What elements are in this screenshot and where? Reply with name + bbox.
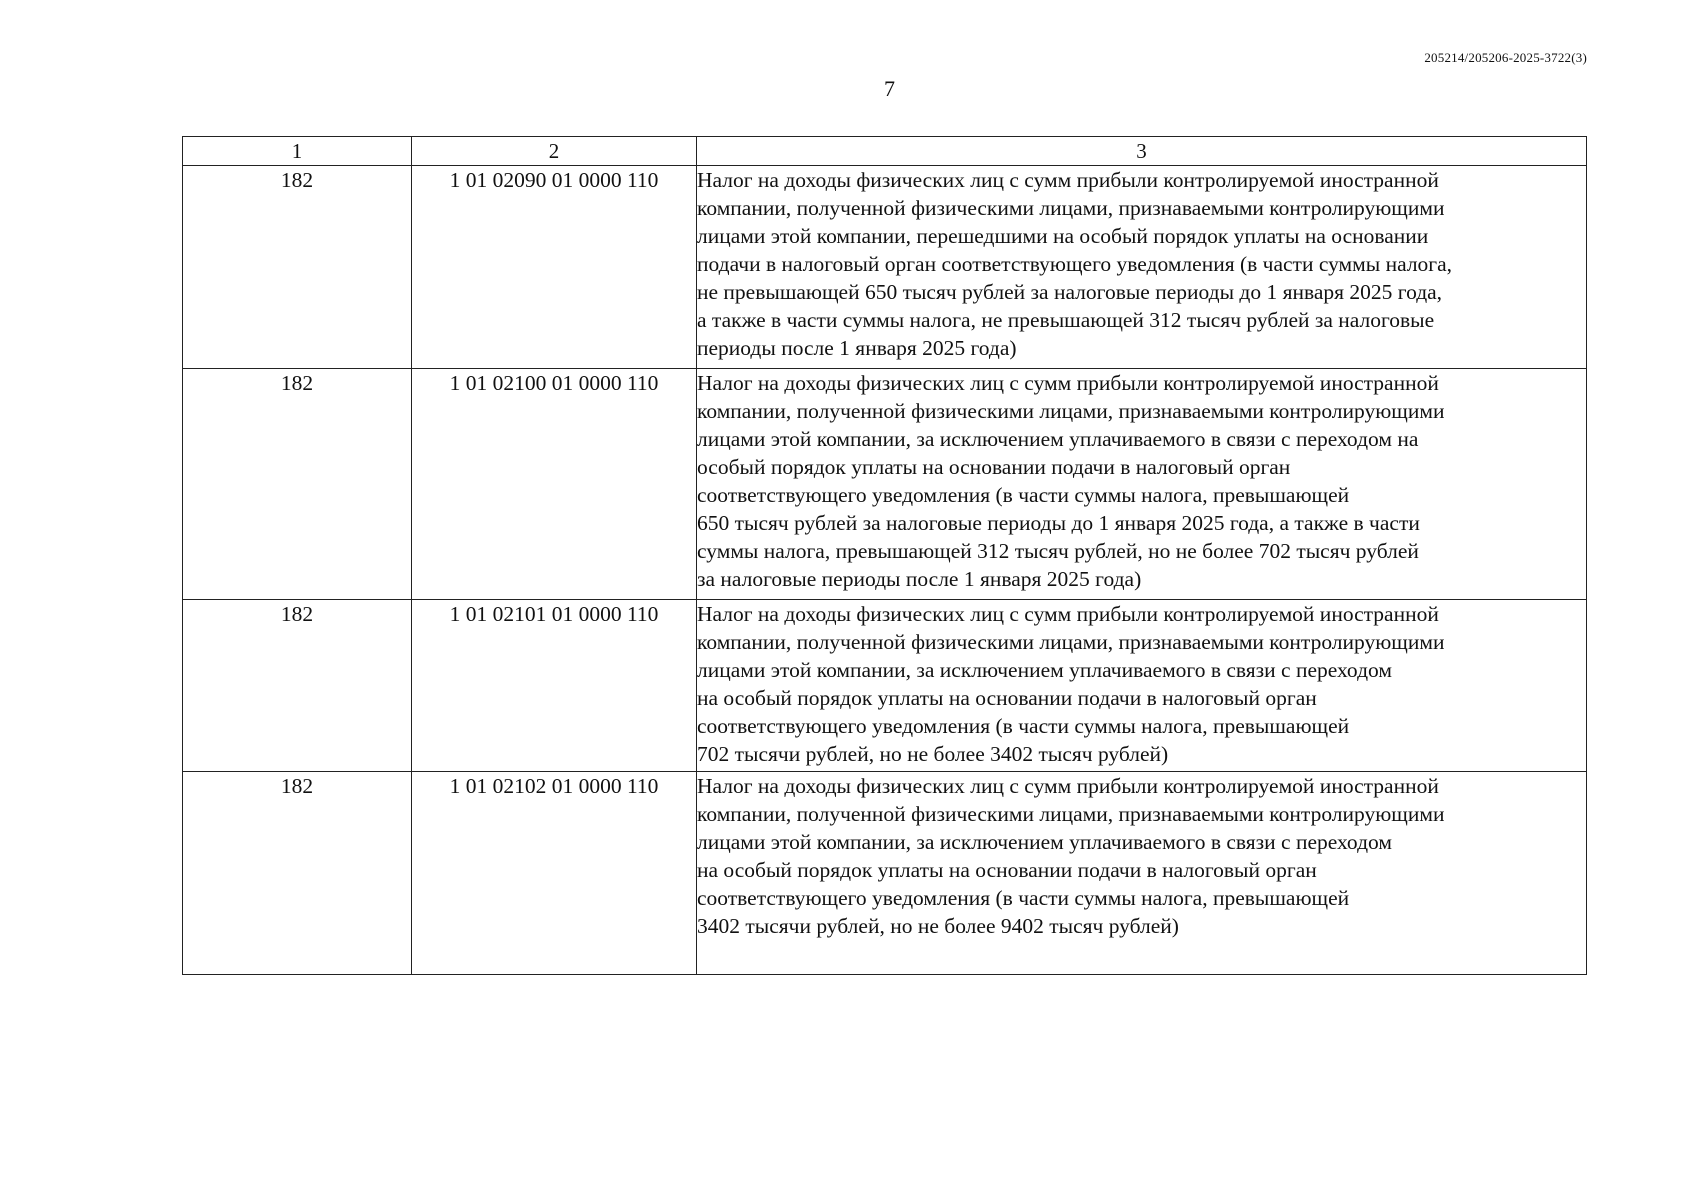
column-header-3: 3 <box>697 137 1587 166</box>
admin-code-cell: 182 <box>183 600 412 772</box>
admin-code-cell: 182 <box>183 166 412 369</box>
income-name-line: 3402 тысячи рублей, но не более 9402 тысяч рублей) <box>697 914 1179 938</box>
table-row <box>183 166 1587 369</box>
income-name-cell <box>697 166 1587 369</box>
income-name-line: лицами этой компании, за исключением уплачиваемого в связи с переходом на <box>697 427 1419 451</box>
income-name-line: соответствующего уведомления (в части суммы налога, превышающей <box>697 483 1350 507</box>
income-name-cell <box>697 369 1587 600</box>
income-name-line: Налог на доходы физических лиц с сумм прибыли контролируемой иностранной <box>697 371 1439 395</box>
income-name-line: периоды после 1 января 2025 года) <box>697 336 1017 360</box>
table-row <box>183 600 1587 772</box>
kbk-code-cell: 1 01 02101 01 0000 110 <box>412 600 697 772</box>
income-name-cell <box>697 772 1587 975</box>
income-name-cell <box>697 600 1587 772</box>
admin-code-cell: 182 <box>183 772 412 975</box>
income-name-line: Налог на доходы физических лиц с сумм прибыли контролируемой иностранной <box>697 774 1439 798</box>
income-name-line: лицами этой компании, перешедшими на особый порядок уплаты на основании <box>697 224 1429 248</box>
income-name-line: компании, полученной физическими лицами, признаваемыми контролирующими <box>697 196 1445 220</box>
kbk-code-cell: 1 01 02100 01 0000 110 <box>412 369 697 600</box>
admin-code-cell: 182 <box>183 369 412 600</box>
table-row <box>183 369 1587 600</box>
income-name-line: соответствующего уведомления (в части суммы налога, превышающей <box>697 886 1350 910</box>
kbk-code-cell: 1 01 02090 01 0000 110 <box>412 166 697 369</box>
income-name-line: компании, полученной физическими лицами, признаваемыми контролирующими <box>697 802 1445 826</box>
income-name-line: подачи в налоговый орган соответствующего уведомления (в части суммы налога, <box>697 252 1453 276</box>
income-name-line: Налог на доходы физических лиц с сумм прибыли контролируемой иностранной <box>697 602 1439 626</box>
income-name-line: компании, полученной физическими лицами, признаваемыми контролирующими <box>697 630 1445 654</box>
income-name-line: не превышающей 650 тысяч рублей за налоговые периоды до 1 января 2025 года, <box>697 280 1443 304</box>
income-name-line: а также в части суммы налога, не превышающей 312 тысяч рублей за налоговые <box>697 308 1435 332</box>
kbk-code-cell: 1 01 02102 01 0000 110 <box>412 772 697 975</box>
column-header-2: 2 <box>412 137 697 166</box>
income-name-line: лицами этой компании, за исключением уплачиваемого в связи с переходом <box>697 658 1392 682</box>
income-name-line: на особый порядок уплаты на основании подачи в налоговый орган <box>697 686 1317 710</box>
income-name-line: лицами этой компании, за исключением уплачиваемого в связи с переходом <box>697 830 1392 854</box>
income-name-line: за налоговые периоды после 1 января 2025 года) <box>697 567 1142 591</box>
table-header-row <box>183 137 1587 166</box>
income-name-line: особый порядок уплаты на основании подачи в налоговый орган <box>697 455 1291 479</box>
kbk-table <box>182 136 1587 975</box>
page-number: 7 <box>884 76 895 101</box>
income-name-line: соответствующего уведомления (в части суммы налога, превышающей <box>697 714 1350 738</box>
table-row <box>183 772 1587 975</box>
income-name-line: суммы налога, превышающей 312 тысяч рублей, но не более 702 тысяч рублей <box>697 539 1419 563</box>
document-registration-number: 205214/205206-2025-3722(3) <box>1424 50 1587 65</box>
income-name-line: компании, полученной физическими лицами, признаваемыми контролирующими <box>697 399 1445 423</box>
income-name-line: Налог на доходы физических лиц с сумм прибыли контролируемой иностранной <box>697 168 1439 192</box>
income-name-line: 650 тысяч рублей за налоговые периоды до 1 января 2025 года, а также в части <box>697 511 1420 535</box>
income-name-line: 702 тысячи рублей, но не более 3402 тысяч рублей) <box>697 742 1169 766</box>
income-name-line: на особый порядок уплаты на основании подачи в налоговый орган <box>697 858 1317 882</box>
column-header-1: 1 <box>183 137 412 166</box>
